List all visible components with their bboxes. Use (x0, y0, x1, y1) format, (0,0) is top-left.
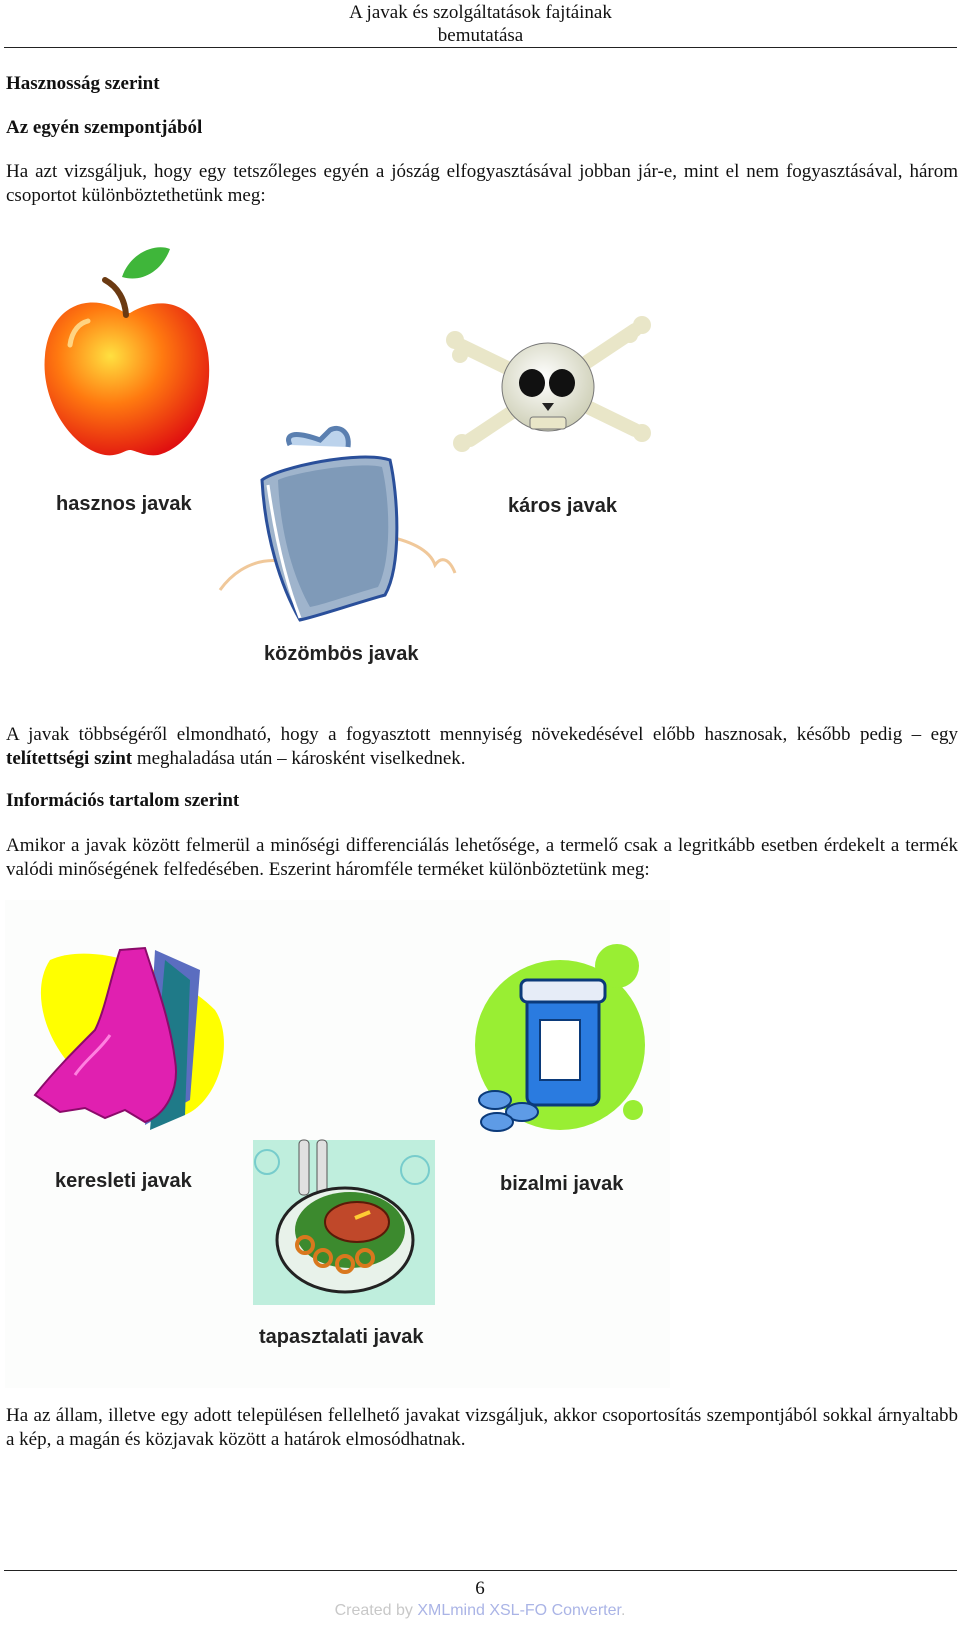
section-heading-usefulness: Hasznosság szerint (6, 73, 160, 94)
footer-rule (4, 1570, 957, 1571)
caption-neutral-goods: közömbös javak (264, 643, 419, 665)
caption-search-goods: keresleti javak (55, 1170, 192, 1192)
saturation-term: telítettségi szint (6, 748, 133, 769)
closing-paragraph: Ha az állam, illetve egy adott településen fellelhető javakat vizsgáljuk, akkor csoportosítás szempontjából sokkal árnyaltabb a kép, a magán és közjavak között a határok elmosódhatnak. (6, 1405, 958, 1450)
intro-paragraph-1: Ha azt vizsgáljuk, hogy egy tetszőleges egyén a jószág elfogyasztásával jobban jár-e, mint el nem fogyasztásával, három csoportot különböztethetünk meg: (6, 161, 958, 206)
caption-experience-goods: tapasztalati javak (259, 1326, 424, 1348)
briefcase-icon (220, 428, 455, 620)
caption-credence-goods: bizalmi javak (500, 1173, 624, 1195)
section-heading-information: Információs tartalom szerint (6, 790, 240, 811)
intro-paragraph-2: Amikor a javak között felmerül a minőségi differenciálás lehetősége, a termelő csak a legritkább esetben érdekelt a termék valódi minőségének felfedésében. Eszerint háromféle terméket különböztetünk meg: (6, 835, 958, 880)
converter-credit (0, 1602, 960, 1620)
saturation-text-2: meghaladása után – károsként viselkednek. (132, 748, 466, 769)
apple-icon (45, 247, 210, 455)
credit-link[interactable]: XMLmind XSL-FO Converter (417, 1602, 621, 1619)
header-title-line1: A javak és szolgáltatások fajtáinak (349, 2, 612, 23)
dress-icon (35, 948, 224, 1130)
food-plate-icon (253, 1140, 435, 1305)
caption-harmful-goods: káros javak (508, 495, 617, 517)
page-header (4, 0, 957, 48)
saturation-paragraph (6, 723, 958, 771)
credit-prefix: Created by (334, 1602, 418, 1619)
page-number: 6 (475, 1578, 485, 1599)
header-title-line2: bemutatása (437, 25, 524, 46)
skull-crossbones-icon (446, 316, 651, 452)
subheading-individual: Az egyén szempontjából (6, 117, 203, 138)
saturation-text-1: A javak többségéről elmondható, hogy a fogyasztott mennyiség növekedésével előbb hasznosak, később pedig – egy (6, 724, 958, 745)
caption-useful-goods: hasznos javak (56, 493, 192, 515)
credit-suffix: . (620, 1602, 626, 1619)
goods-usefulness-figure (30, 235, 670, 685)
goods-information-figure (5, 900, 670, 1388)
